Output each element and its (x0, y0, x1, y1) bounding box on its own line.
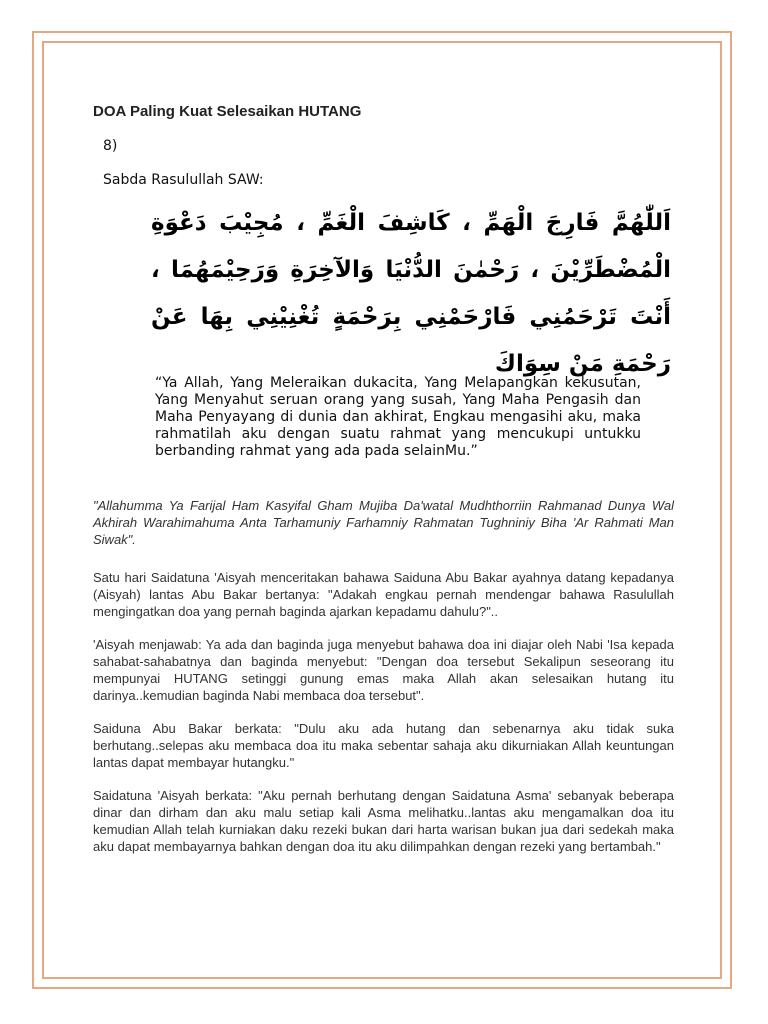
sabda-heading: Sabda Rasulullah SAW: (103, 172, 264, 188)
item-number: 8) (103, 138, 118, 154)
story-paragraph-2: 'Aisyah menjawab: Ya ada dan baginda juga menyebut bahawa doa ini diajar oleh Nabi 'Isa kepada sahabat-sahabatnya dan baginda menyebut: "Dengan doa tersebut Sekalipun seseorang itu mempunyai HUTANG setinggi gunung emas maka Allah akan selesaikan hutang itu darinya..kemudian baginda Nabi membaca doa tersebut". (93, 637, 674, 703)
story-paragraph-1: Satu hari Saidatuna 'Aisyah menceritakan bahawa Saiduna Abu Bakar ayahnya datang kepadanya (Aisyah) lantas Abu Bakar bertanya: "Adakah engkau pernah mendengar bahawa Rasulullah mengingatkan doa yang pernah baginda ajarkan kepadamu dahulu?".. (93, 570, 674, 619)
article-body (93, 497, 674, 871)
transliteration-paragraph: "Allahumma Ya Farijal Ham Kasyifal Gham Mujiba Da'watal Mudhthorriin Rahmanad Dunya Wal Akhirah Warahimahuma Anta Tarhamuniy Farhamniy Rahmatan Tughniniy Biha 'Ar Rahmati Man Siwak". (93, 498, 674, 547)
page-title: DOA Paling Kuat Selesaikan HUTANG (93, 103, 362, 120)
story-paragraph-4: Saidatuna 'Aisyah berkata: "Aku pernah berhutang dengan Saidatuna Asma' sebanyak beberapa dinar dan dirham dan aku malu setiap kali Asma melihatku..lantas aku mengamalkan doa itu kemudian Allah telah kurniakan daku rezeki bukan dari harta warisan bukan jua dari sedekah maka aku dapat membayarnya bahkan dengan doa itu aku dilimpahkan dengan rezeki yang bertambah." (93, 788, 674, 854)
prayer-translation: “Ya Allah, Yang Meleraikan dukacita, Yang Melapangkan kekusutan, Yang Menyahut seruan orang yang susah, Yang Maha Pengasih dan Maha Penyayang di dunia dan akhirat, Engkau mengasihi aku, maka rahmatilah aku dengan suatu rahmat yang mencukupi untukku berbanding rahmat yang ada pada selainMu.” (155, 375, 641, 459)
arabic-prayer-text: اَللّٰهُمَّ فَارِجَ الْهَمِّ ، كَاشِفَ الْغَمِّ ، مُجِيْبَ دَعْوَةِ الْمُضْطَرِّيْنَ ، رَحْمٰنَ الدُّنْيَا وَالآخِرَةِ وَرَحِيْمَهُمَا ، أَنْتَ تَرْحَمُنِي فَارْحَمْنِي بِرَحْمَةٍ تُغْنِيْنِي بِهَا عَنْ رَحْمَةِ مَنْ سِوَاكَ (151, 210, 671, 377)
story-paragraph-3: Saiduna Abu Bakar berkata: "Dulu aku ada hutang dan sebenarnya aku tidak suka berhutang..selepas aku membaca doa itu maka sebentar sahaja aku dikurniakan Allah keuntungan lantas dapat membayar hutangku." (93, 721, 674, 770)
scanned-prayer-image (93, 133, 683, 483)
